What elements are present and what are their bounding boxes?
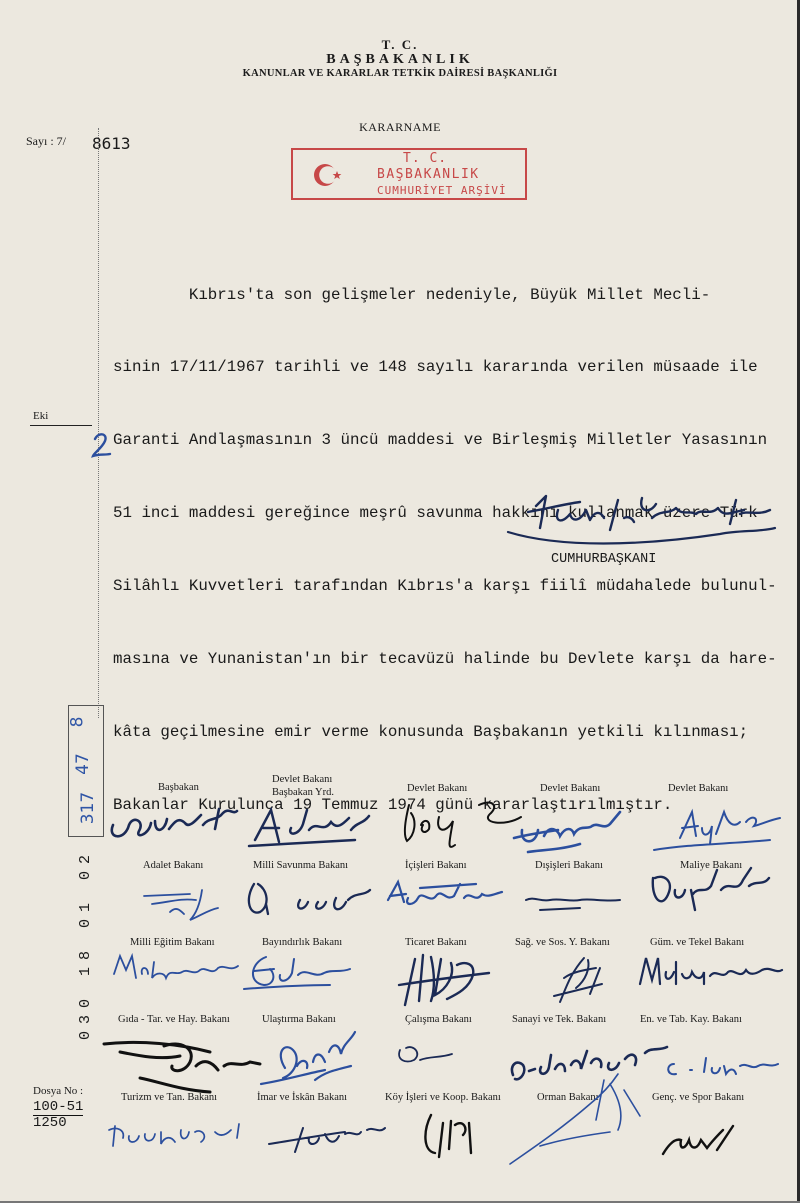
signature (415, 1105, 485, 1165)
header-basbakanlik: BAŞBAKANLIK (326, 52, 474, 67)
signature (240, 870, 390, 925)
handwritten-ref: 8 (67, 716, 88, 728)
eki-underline (30, 425, 92, 426)
handwritten-ref: 317 (78, 791, 99, 825)
minister-role: Orman Bakanı (537, 1092, 599, 1103)
signature (255, 1022, 375, 1092)
stamp-line-arsiv: CUMHURİYET ARŞİVİ (377, 184, 507, 197)
minister-role: Başbakan (158, 782, 199, 793)
signature (265, 1110, 395, 1160)
document-type: KARARNAME (359, 120, 441, 134)
signature (105, 795, 245, 850)
minister-role: İçişleri Bakanı (405, 860, 467, 871)
dosya-number: 100-51 (33, 1099, 84, 1115)
minister-role: Gıda - Tar. ve Hay. Bakanı (118, 1014, 230, 1025)
header-tc: T. C. (381, 37, 419, 52)
body-line: sinin 17/11/1967 tarihli ve 148 sayılı kararında verilen müsaade ile (113, 358, 758, 377)
sayi-number: 8613 (92, 134, 131, 153)
minister-role: Milli Eğitim Bakanı (130, 937, 215, 948)
signature (630, 948, 790, 1003)
signature (650, 800, 790, 860)
minister-role: Sağ. ve Sos. Y. Bakanı (515, 937, 610, 948)
minister-role: Dışişleri Bakanı (535, 860, 603, 871)
signature (510, 800, 640, 860)
sayi-label: Sayı : 7/ (26, 134, 67, 148)
president-signature (500, 488, 780, 558)
minister-role: Bayındırlık Bakanı (262, 937, 343, 948)
body-line: Kıbrıs'ta son gelişmeler nedeniyle, Büyük Millet Mecli- (113, 285, 711, 304)
body-line: kâta geçilmesine emir verme konusunda Başbakanın yetkili kılınması; (113, 722, 749, 741)
minister-role: Devlet Bakanı (540, 783, 601, 794)
minister-role: En. ve Tab. Kay. Bakanı (640, 1014, 742, 1025)
signature (520, 880, 630, 920)
signature (100, 1022, 270, 1097)
minister-role: Çalışma Bakanı (405, 1014, 472, 1025)
dosya-label: Dosya No : (33, 1085, 84, 1097)
eki-label: Eki (33, 410, 49, 422)
signature (108, 948, 248, 988)
minister-role: Ticaret Bakanı (405, 937, 467, 948)
archive-stamp (291, 148, 527, 200)
header-department: KANUNLAR VE KARARLAR TETKİK DAİRESİ BAŞKANLIĞI (242, 68, 558, 79)
signature (540, 948, 620, 1008)
signature (390, 1030, 470, 1075)
dosya-number-2: 1250 (33, 1115, 67, 1131)
signature (240, 945, 380, 995)
body-line: Garanti Andlaşmasının 3 üncü maddesi ve Birleşmiş Milletler Yasasının (113, 431, 768, 450)
signature (140, 870, 230, 930)
minister-role-sub: Başbakan Yrd. (272, 787, 335, 798)
signature (245, 800, 385, 855)
minister-role: Ulaştırma Bakanı (262, 1014, 336, 1025)
minister-role: Devlet Bakanı (668, 783, 729, 794)
minister-role: Köy İşleri ve Koop. Bakanı (385, 1092, 501, 1103)
vertical-archive-code: 030 18 01 02 (77, 847, 94, 1040)
minister-role: İmar ve İskân Bakanı (257, 1092, 348, 1103)
body-line: Silâhlı Kuvvetleri tarafından Kıbrıs'a karşı fiilî müdahalede bulunul- (113, 577, 777, 596)
margin-dotted-line (98, 128, 99, 718)
minister-role: Maliye Bakanı (680, 860, 743, 871)
minister-role: Sanayi ve Tek. Bakanı (512, 1014, 607, 1025)
crescent-star-icon (311, 160, 345, 190)
signature (395, 945, 495, 1015)
president-title: CUMHURBAŞKANI (551, 552, 657, 567)
signature (380, 870, 520, 920)
body-line: Bakanlar Kurulunca 19 Temmuz 1974 günü kararlaştırılmıştır. (113, 795, 673, 814)
signature (655, 1118, 745, 1163)
signature (645, 860, 775, 920)
body-line: masına ve Yunanistan'ın bir tecavüzü halinde bu Devlete karşı da hare- (113, 650, 777, 669)
minister-role: Genç. ve Spor Bakanı (652, 1092, 745, 1103)
minister-role: Adalet Bakanı (143, 860, 204, 871)
minister-role: Devlet Bakanı (407, 783, 468, 794)
signature (500, 1060, 650, 1170)
stamp-line-basbakanlik: BAŞBAKANLIK (377, 167, 480, 182)
body-line: 51 inci maddesi gereğince meşrû savunma hakkını kullanmak üzere Türk (113, 504, 758, 523)
minister-role: Devlet Bakanı (272, 774, 333, 785)
handwritten-ref-box (68, 705, 104, 837)
signature (105, 1110, 265, 1160)
handwritten-ref: 47 (72, 753, 93, 775)
stamp-line-tc: T. C. (403, 151, 448, 166)
minister-role: Turizm ve Tan. Bakanı (121, 1092, 218, 1103)
signature (660, 1040, 790, 1085)
eki-handwritten-number (90, 430, 114, 460)
minister-role: Güm. ve Tekel Bakanı (650, 937, 745, 948)
minister-role: Milli Savunma Bakanı (253, 860, 349, 871)
